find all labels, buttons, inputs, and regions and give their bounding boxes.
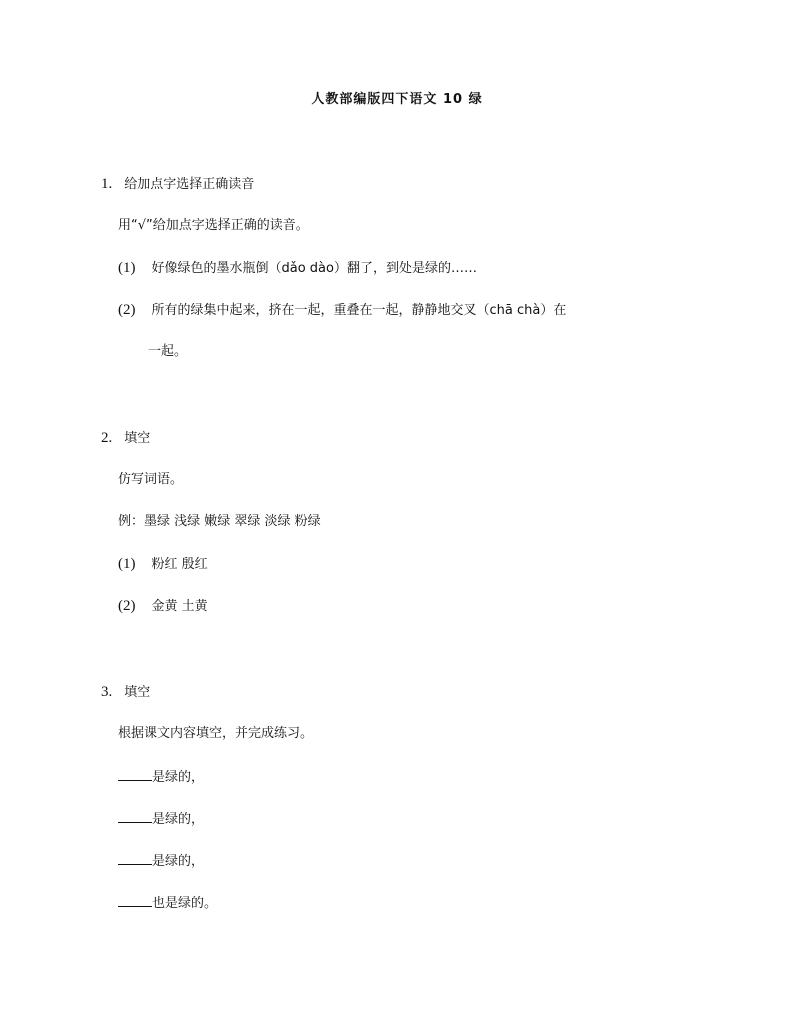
fill-blank-line-1: [118, 766, 204, 788]
question-3-instruction: 根据课文内容填空，并完成练习。: [118, 726, 314, 741]
fill-blank-line-3: [118, 850, 204, 872]
question-2-heading: [101, 428, 150, 449]
question-2-item-1: [118, 554, 208, 575]
fill-blank-line-4: [118, 892, 217, 914]
blank-suffix: 是绿的，: [152, 770, 205, 785]
page-title: 人教部编版四下语文 10 绿: [311, 92, 483, 107]
blank-suffix: 也是绿的。: [152, 896, 218, 911]
answer-blank[interactable]: [118, 808, 152, 823]
question-1-item-2: [118, 300, 566, 321]
item-text: 好像绿色的墨水瓶倒（dǎo dào）翻了，到处是绿的……: [151, 261, 477, 276]
question-3-number: 3.: [101, 684, 113, 700]
question-1-number: 1.: [101, 176, 113, 192]
answer-blank[interactable]: [118, 766, 152, 781]
item-number: (1): [118, 556, 136, 572]
answer-blank[interactable]: [118, 892, 152, 907]
item-number: (2): [118, 302, 136, 318]
item-text: 所有的绿集中起来，挤在一起，重叠在一起，静静地交叉（chā chà）在: [151, 303, 567, 318]
item-number: (1): [118, 260, 136, 276]
item-text: 金黄 土黄: [151, 599, 208, 614]
question-1-title: 给加点字选择正确读音: [124, 177, 255, 192]
question-2-item-2: [118, 596, 208, 617]
answer-blank[interactable]: [118, 850, 152, 865]
item-number: (2): [118, 598, 136, 614]
question-3-title: 填空: [124, 685, 151, 700]
question-1-heading: [101, 174, 254, 195]
question-1-item-2-continuation: 一起。: [148, 344, 188, 359]
fill-blank-line-2: [118, 808, 204, 830]
question-2-instruction: 仿写词语。: [118, 472, 184, 487]
item-text: 粉红 殷红: [151, 557, 208, 572]
question-2-title: 填空: [124, 431, 151, 446]
question-3-heading: [101, 682, 150, 703]
question-1-instruction: 用“√”给加点字选择正确的读音。: [118, 218, 309, 233]
blank-suffix: 是绿的，: [152, 854, 205, 869]
question-2-example: 例：墨绿 浅绿 嫩绿 翠绿 淡绿 粉绿: [118, 514, 321, 529]
question-2-number: 2.: [101, 430, 113, 446]
question-1-item-1: [118, 258, 477, 279]
blank-suffix: 是绿的，: [152, 812, 205, 827]
